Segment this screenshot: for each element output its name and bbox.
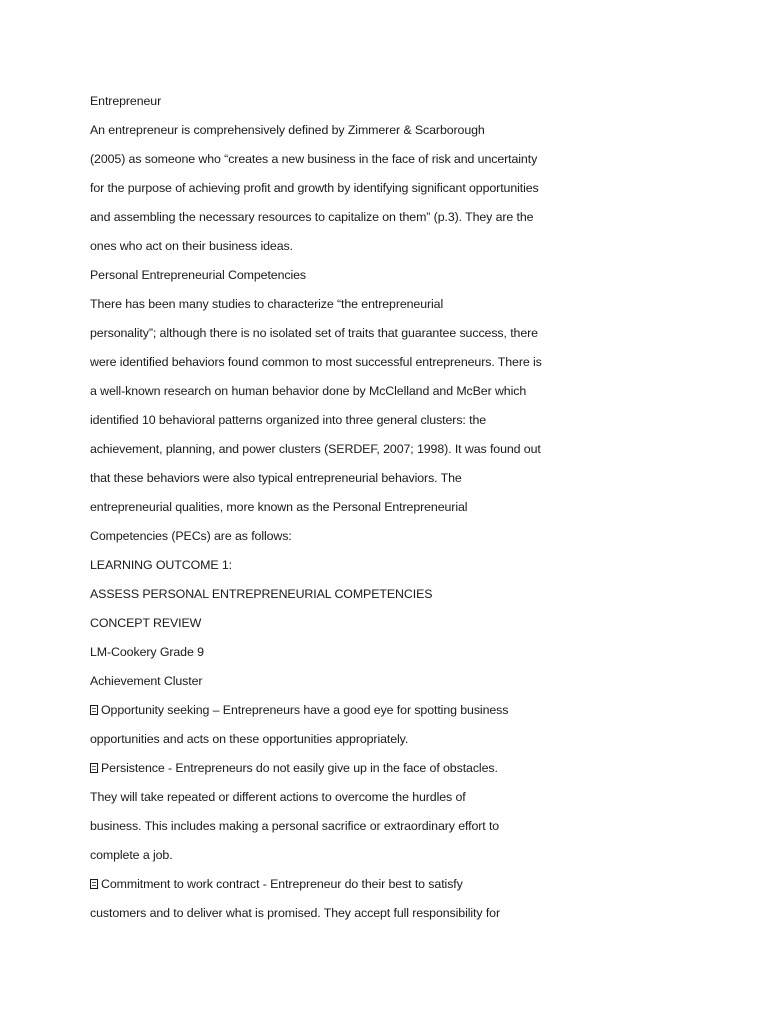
text-line bbox=[90, 87, 690, 116]
text-line-content: ASSESS PERSONAL ENTREPRENEURIAL COMPETENCIES bbox=[90, 587, 433, 601]
text-line bbox=[90, 319, 690, 348]
text-line-content: An entrepreneur is comprehensively defined by Zimmerer & Scarborough bbox=[90, 123, 485, 137]
text-line-content: achievement, planning, and power clusters (SERDEF, 2007; 1998). It was found out bbox=[90, 442, 541, 456]
text-line-content: and assembling the necessary resources to capitalize on them” (p.3). They are the bbox=[90, 210, 534, 224]
text-line bbox=[90, 261, 690, 290]
text-line-content: Achievement Cluster bbox=[90, 674, 203, 688]
text-line-content: identified 10 behavioral patterns organized into three general clusters: the bbox=[90, 413, 487, 427]
text-line bbox=[90, 725, 690, 754]
text-line bbox=[90, 870, 690, 899]
text-line-content: They will take repeated or different actions to overcome the hurdles of bbox=[90, 790, 466, 804]
text-line-content: Persistence - Entrepreneurs do not easily give up in the face of obstacles. bbox=[101, 761, 498, 775]
text-line-content: personality”; although there is no isolated set of traits that guarantee success, there bbox=[90, 326, 538, 340]
text-line bbox=[90, 377, 690, 406]
text-line-content: ones who act on their business ideas. bbox=[90, 239, 293, 253]
text-line-content: were identified behaviors found common to most successful entrepreneurs. There is bbox=[90, 355, 542, 369]
text-line bbox=[90, 232, 690, 261]
text-line-content: customers and to deliver what is promised. They accept full responsibility for bbox=[90, 906, 500, 920]
text-line-content: Entrepreneur bbox=[90, 94, 162, 108]
text-line bbox=[90, 609, 690, 638]
text-line-content: LM-Cookery Grade 9 bbox=[90, 645, 204, 659]
text-line-content: entrepreneurial qualities, more known as the Personal Entrepreneurial bbox=[90, 500, 468, 514]
text-line bbox=[90, 696, 690, 725]
text-line bbox=[90, 638, 690, 667]
text-line-content: Personal Entrepreneurial Competencies bbox=[90, 268, 307, 282]
text-line bbox=[90, 493, 690, 522]
text-line bbox=[90, 812, 690, 841]
missing-glyph-bullet-icon bbox=[90, 879, 98, 889]
text-line bbox=[90, 435, 690, 464]
text-line bbox=[90, 145, 690, 174]
text-line-content: opportunities and acts on these opportunities appropriately. bbox=[90, 732, 409, 746]
text-line-content: complete a job. bbox=[90, 848, 173, 862]
text-line-content: Opportunity seeking – Entrepreneurs have a good eye for spotting business bbox=[101, 703, 509, 717]
text-line bbox=[90, 899, 690, 928]
text-line bbox=[90, 116, 690, 145]
text-line bbox=[90, 406, 690, 435]
text-line bbox=[90, 551, 690, 580]
text-line bbox=[90, 754, 690, 783]
text-line-content: CONCEPT REVIEW bbox=[90, 616, 202, 630]
text-line bbox=[90, 348, 690, 377]
text-line-content: that these behaviors were also typical entrepreneurial behaviors. The bbox=[90, 471, 462, 485]
text-line-content: Competencies (PECs) are as follows: bbox=[90, 529, 292, 543]
text-line bbox=[90, 290, 690, 319]
missing-glyph-bullet-icon bbox=[90, 763, 98, 773]
missing-glyph-bullet-icon bbox=[90, 705, 98, 715]
text-line bbox=[90, 841, 690, 870]
document-body bbox=[90, 87, 690, 928]
text-line-content: There has been many studies to characterize “the entrepreneurial bbox=[90, 297, 444, 311]
text-line bbox=[90, 783, 690, 812]
text-line-content: LEARNING OUTCOME 1: bbox=[90, 558, 232, 572]
text-line bbox=[90, 667, 690, 696]
text-line-content: for the purpose of achieving profit and growth by identifying significant opportunities bbox=[90, 181, 539, 195]
text-line-content: (2005) as someone who “creates a new business in the face of risk and uncertainty bbox=[90, 152, 538, 166]
text-line bbox=[90, 174, 690, 203]
text-line-content: business. This includes making a personal sacrifice or extraordinary effort to bbox=[90, 819, 500, 833]
text-line-content: Commitment to work contract - Entrepreneur do their best to satisfy bbox=[101, 877, 463, 891]
text-line bbox=[90, 464, 690, 493]
text-line bbox=[90, 580, 690, 609]
text-line bbox=[90, 522, 690, 551]
text-line bbox=[90, 203, 690, 232]
text-line-content: a well-known research on human behavior done by McClelland and McBer which bbox=[90, 384, 527, 398]
